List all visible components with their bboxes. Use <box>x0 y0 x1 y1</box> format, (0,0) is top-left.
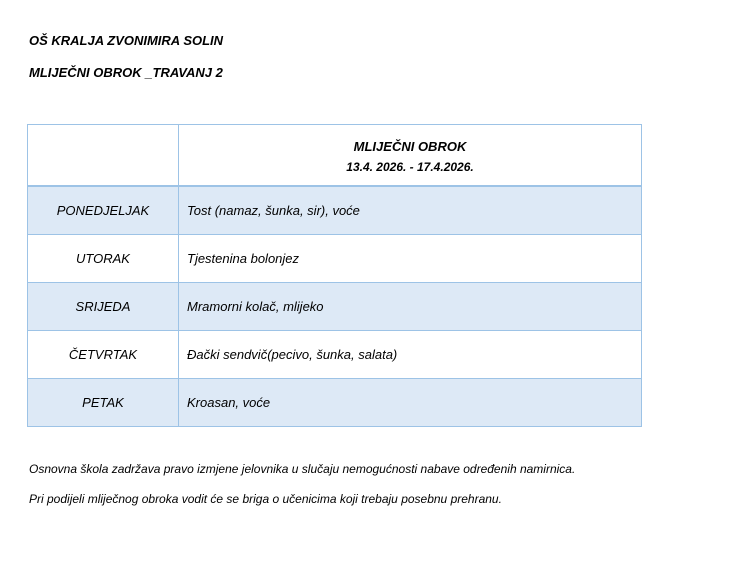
note-special-diet: Pri podijeli mliječnog obroka vodit će se briga o učenicima koji trebaju posebnu prehranu. <box>29 492 502 506</box>
day-cell: UTORAK <box>28 235 179 283</box>
table-title: MLIJEČNI OBROK <box>353 138 467 154</box>
day-cell: ČETVRTAK <box>28 331 179 379</box>
school-name: OŠ KRALJA ZVONIMIRA SOLIN <box>29 33 224 48</box>
header-empty-cell <box>28 125 179 187</box>
day-cell: PONEDJELJAK <box>28 186 179 235</box>
table-row <box>28 379 642 427</box>
document-subtitle: MLIJEČNI OBROK _TRAVANJ 2 <box>29 65 223 80</box>
table-row <box>28 283 642 331</box>
day-cell: PETAK <box>28 379 179 427</box>
meal-cell: Mramorni kolač, mlijeko <box>179 283 642 331</box>
note-menu-change: Osnovna škola zadržava pravo izmjene jelovnika u slučaju nemogućnosti nabave određenih namirnica. <box>29 462 576 476</box>
meal-cell: Tjestenina bolonjez <box>179 235 642 283</box>
date-range: 13.4. 2026. - 17.4.2026. <box>346 159 474 174</box>
day-cell: SRIJEDA <box>28 283 179 331</box>
table-row <box>28 235 642 283</box>
meal-cell: Đački sendvič(pecivo, šunka, salata) <box>179 331 642 379</box>
table-row <box>28 186 642 235</box>
meal-cell: Kroasan, voće <box>179 379 642 427</box>
table-header-row <box>28 125 642 187</box>
meal-cell: Tost (namaz, šunka, sir), voće <box>179 186 642 235</box>
table-row <box>28 331 642 379</box>
header-cell <box>179 125 642 187</box>
menu-table <box>27 124 642 427</box>
